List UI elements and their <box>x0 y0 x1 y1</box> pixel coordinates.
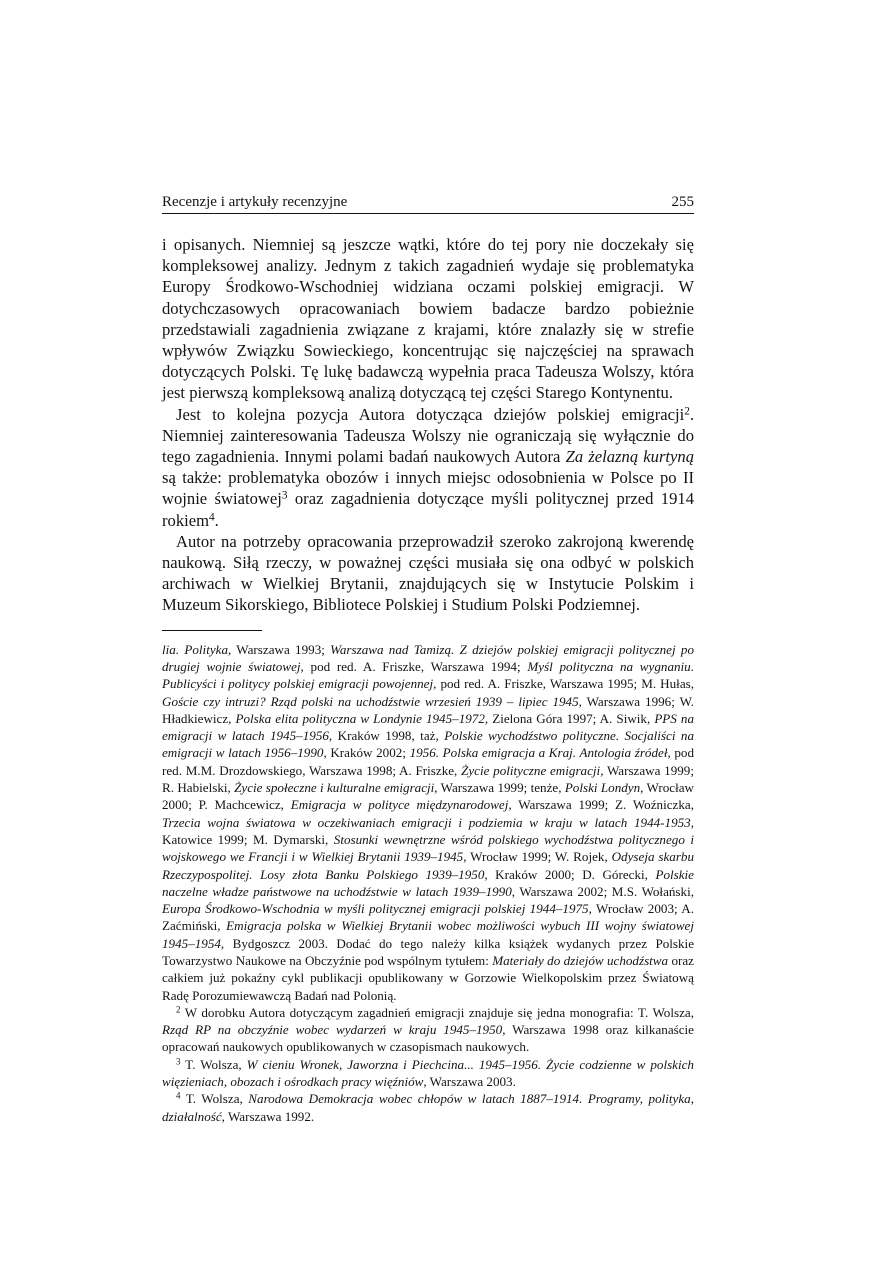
fn3-run-3: , Warszawa 2003. <box>423 1074 516 1090</box>
section-title: Recenzje i artykuły recenzyjne <box>162 194 348 210</box>
fn1-run-36: Materiały do dziejów uchodźstwa <box>492 953 669 968</box>
fn1-run-23: , Warszawa 1999; Z. Woźniczka, <box>508 797 694 813</box>
document-page <box>162 193 694 1125</box>
fn1-run-25: , Katowice 1999; M. Dymarski, <box>162 814 694 847</box>
footnote-divider <box>162 630 262 631</box>
fn4-run-2: Narodowa Demokracja wobec chłopów w latach 1887–1914. Programy, polityka, działalność <box>162 1091 694 1124</box>
fn1-run-22: Emigracja w polityce międzynarodowej <box>290 797 509 813</box>
fn1-run-9: , Zielona Góra 1997; A. Siwik, <box>484 710 655 726</box>
fn1-run-29: , Kraków 2000; D. Górecki, <box>484 866 656 882</box>
paragraph-2-part-d: oraz zagadnienia dotyczące myśli politycznej przed 1914 rokiem <box>162 489 694 530</box>
fn1-run-20: Polski Londyn <box>564 780 641 796</box>
footnote-ref-4[interactable]: 4 <box>209 511 215 523</box>
fn1-run-33: , Wrocław 2003; A. Zaćmiński, <box>162 901 694 934</box>
fn1-run-35: , Bydgoszcz 2003. Dodać do tego należy kilka książek wydanych przez Polskie Towarzystwo Naukowe na Obczyźnie pod wspólnym tytułem: <box>162 935 694 968</box>
book-title: Za żelazną kurtyną <box>565 447 694 467</box>
fn1-run-7: , Warszawa 1996; W. Hładkiewicz, <box>162 693 695 726</box>
fn1-run-28: Odyseja skarbu Rzeczypospolitej. Losy złota Banku Polskiego 1939–1950 <box>162 849 695 882</box>
fn1-run-8: Polska elita polityczna w Londynie 1945–1972 <box>235 710 485 726</box>
fn1-run-19: , Warszawa 1999; tenże, <box>434 780 565 796</box>
fn1-run-15: , pod red. M.M. Drozdowskiego, Warszawa 1998; A. Friszke, <box>162 745 695 778</box>
fn1-run-4: Myśl polityczna na wygnaniu. Publicyści i politycy polskiej emigracji powojennej <box>162 658 694 692</box>
footnote-4 <box>162 1090 694 1125</box>
paragraph-2-part-e: . <box>214 510 219 530</box>
fn1-run-2: Warszawa nad Tamizą. Z dziejów polskiej emigracji politycznej po drugiej wojnie światowej <box>162 641 694 674</box>
fn1-run-26: Stosunki wewnętrzne wśród polskiego wychodźstwa politycznego i wojskowego we Francji i w Wielkiej Brytanii 1939–1945 <box>162 831 694 865</box>
paragraph-1: i opisanych. Niemniej są jeszcze wątki, które do tej pory nie doczekały się kompleksowej analizy. Jednym z takich zagadnień wydaje się problematyka Europy Środkowo-Wschodniej widziana oczami polskiej emigracji. W dotychczasowych opracowaniach bowiem badacze bardzo pobieżnie przedstawiali zagadnienia związane z krajami, które znalazły się w strefie wpływów Związku Sowieckiego, koncentrując się najczęściej na sprawach dotyczących Polski. Tę lukę badawczą wypełnia praca Tadeusza Wolszy, która jest pierwszą kompleksową analizą dotyczącą tej części Starego Kontynentu. <box>162 235 694 403</box>
fn1-run-3: , pod red. A. Friszke, Warszawa 1994; <box>300 658 528 674</box>
page-number: 255 <box>671 194 694 210</box>
fn1-run-31: , Warszawa 2002; M.S. Wołański, <box>511 883 694 899</box>
footnote-2 <box>162 1004 694 1056</box>
fn1-run-34: Emigracja polska w Wielkiej Brytanii wobec możliwości wybuch III wojny światowej 1945–1954 <box>162 918 694 951</box>
fn1-run-0: lia. Polityka <box>162 641 228 657</box>
fn1-run-27: , Wrocław 1999; W. Rojek, <box>463 849 612 865</box>
fn1-run-11: , Kraków 1998, taż, <box>328 728 445 744</box>
fn1-run-12: Polskie wychodźstwo polityczne. Socjaliści na emigracji w latach 1956–1990 <box>162 728 695 761</box>
fn3-run-0: 3 <box>176 1056 181 1067</box>
fn2-run-0: 2 <box>176 1004 181 1015</box>
fn1-run-5: , pod red. A. Friszke, Warszawa 1995; M. Hułas, <box>433 676 695 692</box>
fn4-run-0: 4 <box>176 1090 181 1101</box>
fn1-run-30: Polskie naczelne władze państwowe na uchodźstwie w latach 1939–1990 <box>162 866 694 899</box>
fn1-run-32: Europa Środkowo-Wschodnia w myśli politycznej emigracji polskiej 1944–1975 <box>162 901 589 917</box>
footnote-ref-2[interactable]: 2 <box>684 404 690 417</box>
running-header <box>162 193 694 214</box>
fn1-run-10: PPS na emigracji w latach 1945–1956 <box>162 710 695 744</box>
fn1-run-13: , Kraków 2002; <box>323 745 410 761</box>
fn2-run-2: Rząd RP na obczyźnie wobec wydarzeń w kraju 1945–1950 <box>162 1022 503 1038</box>
fn4-run-3: , Warszawa 1992. <box>221 1108 315 1124</box>
fn1-run-1: , Warszawa 1993; <box>228 641 331 657</box>
fn4-run-1: T. Wolsza, <box>180 1091 249 1107</box>
footnote-1-continued <box>162 641 694 1004</box>
paragraph-2-part-b: . Niemniej zainteresowania Tadeusza Wolszy nie ograniczają się wyłącznie do tego zagadnienia. Innymi polami badań naukowych Autora <box>162 404 694 467</box>
main-text <box>162 234 694 616</box>
paragraph-2-part-c: są także: problematyka obozów i innych miejsc odosobnienia w Polsce po II wojnie światowej <box>162 468 694 509</box>
footnote-3 <box>162 1056 694 1091</box>
fn3-run-1: T. Wolsza, <box>180 1056 247 1072</box>
fn1-run-14: 1956. Polska emigracja a Kraj. Antologia źródeł <box>409 745 668 761</box>
fn2-run-1: W dorobku Autora dotyczącym zagadnień emigracji znajduje się jedna monografia: T. Wolsza, <box>180 1004 694 1020</box>
fn1-run-21: , Wrocław 2000; P. Machcewicz, <box>162 780 694 813</box>
footnote-ref-3[interactable]: 3 <box>281 489 288 502</box>
fn1-run-18: Życie społeczne i kulturalne emigracji <box>234 780 435 796</box>
paragraph-2 <box>162 404 694 531</box>
paragraph-2-part-a: Jest to kolejna pozycja Autora dotycząca dziejów polskiej emigracji <box>176 404 685 424</box>
fn1-run-6: Goście czy intruzi? Rząd polski na uchodźstwie wrzesień 1939 – lipiec 1945 <box>162 693 579 709</box>
fn1-run-17: , Warszawa 1999; R. Habielski, <box>162 762 694 796</box>
fn1-run-37: oraz całkiem już pokaźny cykl publikacji opublikowany w Gorzowie Wielkopolskim przez Światową Radę Porozumiewawczą Badań nad Polonią. <box>162 953 694 1003</box>
footnotes <box>162 641 694 1125</box>
fn3-run-2: W cieniu Wronek, Jaworzna i Piechcina... 1945–1956. Życie codzienne w polskich więzieniach, obozach i ośrodkach pracy więźniów <box>162 1056 694 1090</box>
fn2-run-3: , Warszawa 1998 oraz kilkanaście opracowań naukowych opublikowanych w czasopismach naukowych. <box>162 1022 694 1055</box>
fn1-run-24: Trzecia wojna światowa w oczekiwaniach emigracji i podziemia w kraju w latach 1944-1953 <box>162 814 691 830</box>
paragraph-3: Autor na potrzeby opracowania przeprowadził szeroko zakrojoną kwerendę naukową. Siłą rzeczy, w poważnej części musiała się ona odbyć w polskich archiwach w Wielkiej Brytanii, znajdujących się w Instytucie Polskim i Muzeum Sikorskiego, Bibliotece Polskiej i Studium Polski Podziemnej. <box>162 531 694 615</box>
fn1-run-16: Życie polityczne emigracji <box>461 762 601 778</box>
